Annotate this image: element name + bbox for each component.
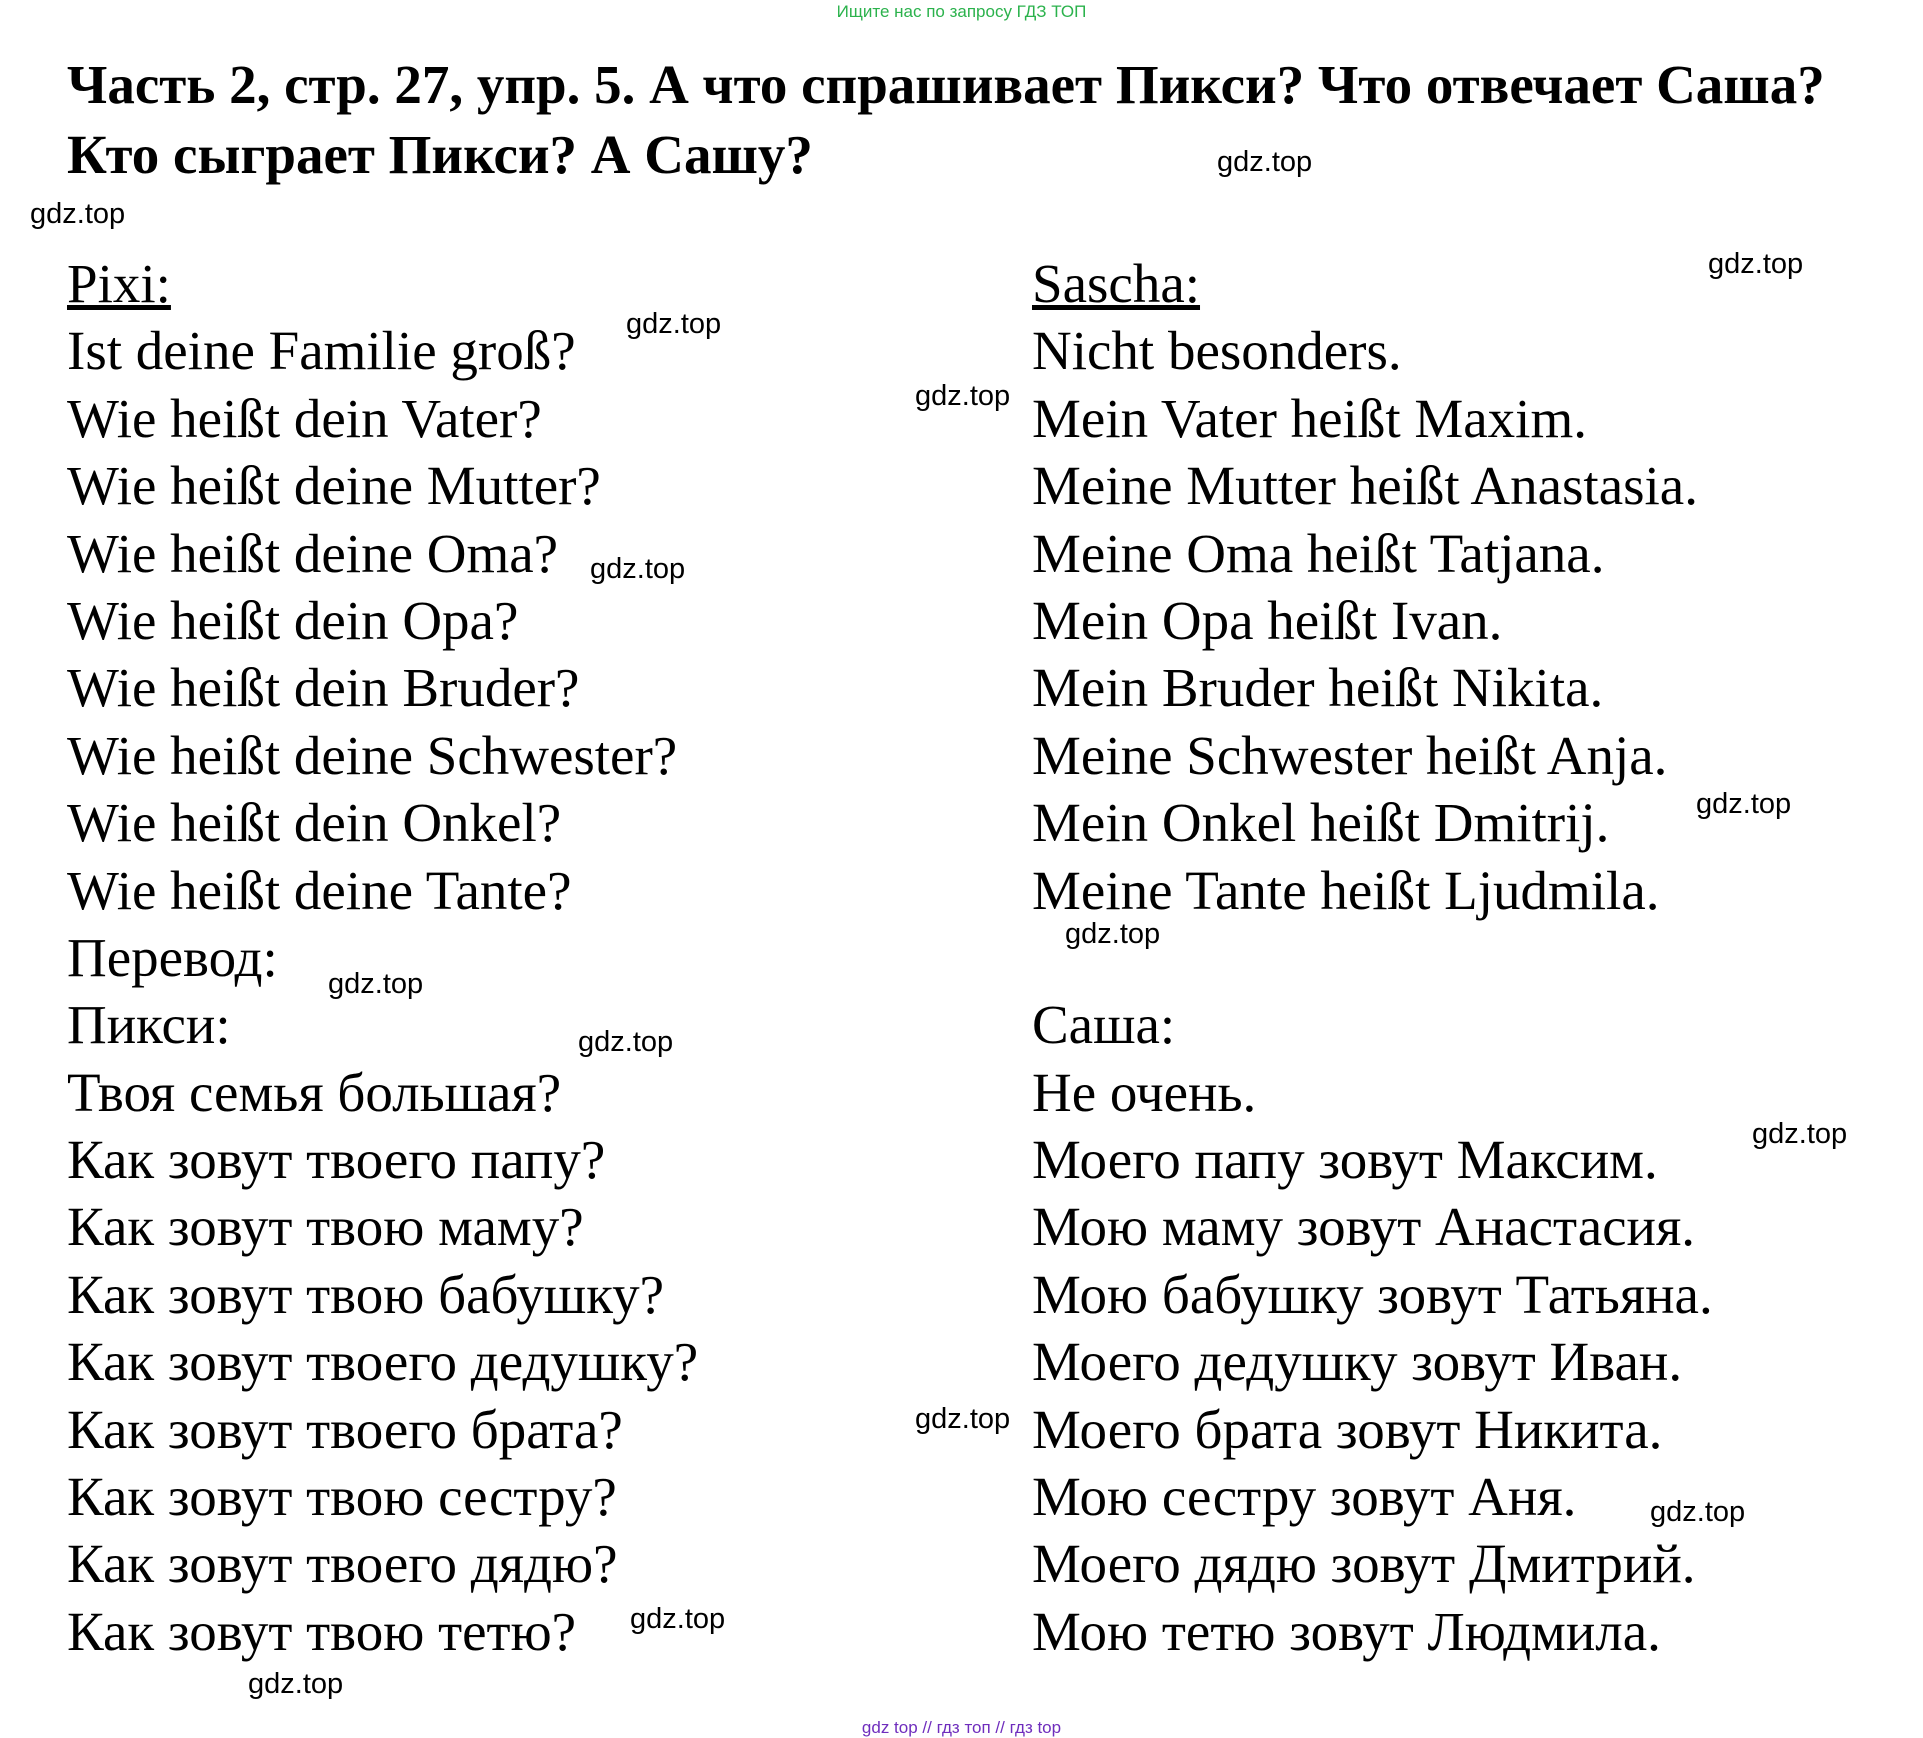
- sascha-heading-ru: Саша:: [1032, 994, 1176, 1056]
- pixi-heading: Pixi:: [67, 253, 171, 314]
- pixi-question-ru: Как зовут твоего папу?: [67, 1129, 606, 1191]
- sascha-answer: Nicht besonders.: [1032, 320, 1402, 382]
- pixi-question-ru: Как зовут твою тетю?: [67, 1600, 577, 1662]
- watermark: gdz.top: [626, 308, 722, 340]
- watermark: gdz.top: [1708, 248, 1804, 280]
- sascha-heading: Sascha:: [1032, 253, 1201, 314]
- sascha-answer-ru: Моего брата зовут Никита.: [1032, 1398, 1663, 1460]
- sascha-answer-ru: Моего дядю зовут Дмитрий.: [1032, 1533, 1696, 1595]
- watermark: gdz.top: [1650, 1496, 1746, 1528]
- watermark: gdz.top: [1752, 1118, 1848, 1150]
- pixi-question: Wie heißt dein Onkel?: [67, 792, 562, 854]
- sascha-answer-ru: Мою тетю зовут Людмила.: [1032, 1600, 1661, 1662]
- watermark: gdz.top: [578, 1026, 674, 1058]
- page-title: Часть 2, стр. 27, упр. 5. А что спрашивает Пикси? Что отвечает Саша? Кто сыграет Пикси? А Сашу?: [67, 54, 1825, 185]
- sascha-answer: Meine Mutter heißt Anastasia.: [1032, 455, 1698, 517]
- pixi-question-ru: Как зовут твою бабушку?: [67, 1263, 665, 1325]
- pixi-question-ru: Как зовут твою сестру?: [67, 1466, 617, 1528]
- watermark: gdz.top: [1696, 788, 1792, 820]
- sascha-answer: Meine Tante heißt Ljudmila.: [1032, 859, 1660, 921]
- pixi-column: [67, 250, 698, 1665]
- pixi-question: Wie heißt deine Oma?: [67, 522, 559, 584]
- watermark: gdz.top: [915, 1403, 1011, 1435]
- bottom-banner: gdz top // гдз топ // гдз top: [861, 1718, 1062, 1737]
- sascha-answer-ru: Мою маму зовут Анастасия.: [1032, 1196, 1696, 1258]
- sascha-answer: Mein Opa heißt Ivan.: [1032, 589, 1503, 651]
- sascha-answer: Mein Vater heißt Maxim.: [1032, 387, 1587, 449]
- translation-label: Перевод:: [67, 926, 278, 988]
- sascha-answer-ru: Моего папу зовут Максим.: [1032, 1129, 1658, 1191]
- top-banner: Ищите нас по запросу ГДЗ ТОП: [836, 2, 1087, 21]
- sascha-answer-ru: Мою бабушку зовут Татьяна.: [1032, 1263, 1713, 1325]
- watermark: gdz.top: [248, 1668, 344, 1700]
- watermark: gdz.top: [1065, 918, 1161, 950]
- sascha-answer-ru: Не очень.: [1032, 1061, 1257, 1123]
- pixi-question: Wie heißt dein Vater?: [67, 387, 542, 449]
- pixi-question: Wie heißt deine Tante?: [67, 859, 572, 921]
- pixi-question: Wie heißt deine Mutter?: [67, 455, 601, 517]
- watermark: gdz.top: [30, 198, 126, 230]
- sascha-answer: Mein Onkel heißt Dmitrij.: [1032, 792, 1610, 854]
- sascha-answer-ru: Мою сестру зовут Аня.: [1032, 1466, 1577, 1528]
- pixi-question-ru: Как зовут твоего дедушку?: [67, 1331, 699, 1393]
- sascha-answer: Mein Bruder heißt Nikita.: [1032, 657, 1604, 719]
- watermark: gdz.top: [328, 968, 424, 1000]
- watermark: gdz.top: [630, 1603, 726, 1635]
- pixi-heading-ru: Пикси:: [67, 994, 231, 1056]
- pixi-question-ru: Как зовут твою маму?: [67, 1196, 584, 1258]
- watermark: gdz.top: [915, 380, 1011, 412]
- pixi-question-ru: Твоя семья большая?: [67, 1061, 562, 1123]
- sascha-answer: Meine Oma heißt Tatjana.: [1032, 522, 1605, 584]
- sascha-column: [1032, 250, 1713, 1665]
- pixi-question-ru: Как зовут твоего дядю?: [67, 1533, 618, 1595]
- pixi-question: Wie heißt dein Opa?: [67, 589, 519, 651]
- pixi-question: Wie heißt dein Bruder?: [67, 657, 580, 719]
- pixi-question: Ist deine Familie groß?: [67, 320, 576, 382]
- watermark: gdz.top: [1217, 146, 1313, 178]
- sascha-answer-ru: Моего дедушку зовут Иван.: [1032, 1331, 1683, 1393]
- pixi-question-ru: Как зовут твоего брата?: [67, 1398, 623, 1460]
- watermark: gdz.top: [590, 553, 686, 585]
- pixi-question: Wie heißt deine Schwester?: [67, 724, 678, 786]
- sascha-answer: Meine Schwester heißt Anja.: [1032, 724, 1668, 786]
